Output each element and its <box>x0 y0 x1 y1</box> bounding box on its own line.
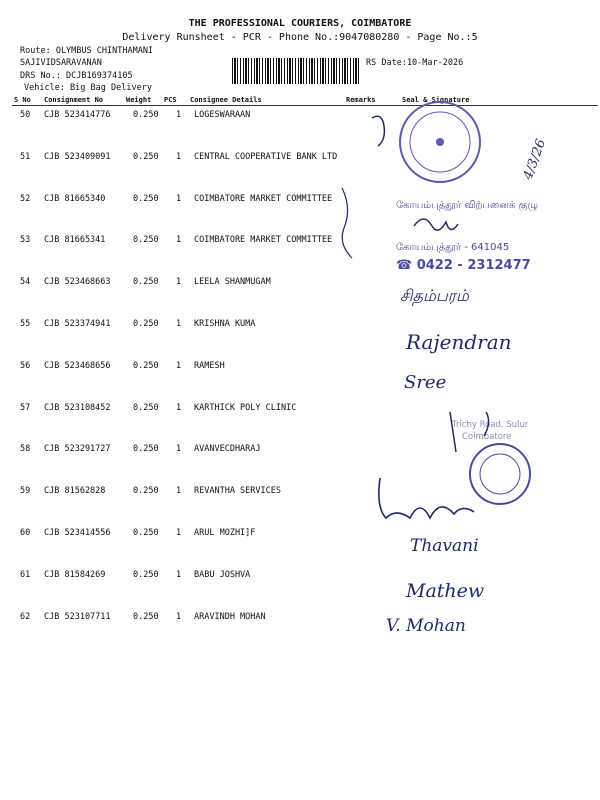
pieces-cell: 1 <box>176 193 182 204</box>
signature-row-56: Sree <box>404 372 447 393</box>
serial-number-cell: 57 <box>20 402 31 413</box>
drs-number: DRS No.: DCJB169374105 <box>20 71 133 81</box>
pieces-cell: 1 <box>176 360 182 371</box>
staff-label: SAJIVIDSARAVANAN <box>20 58 102 68</box>
table-row <box>0 612 600 654</box>
weight-cell: 0.250 <box>133 319 159 329</box>
consignment-number-cell: CJB 523414556 <box>44 528 111 538</box>
weight-cell: 0.250 <box>133 360 159 371</box>
pieces-cell: 1 <box>176 486 182 497</box>
consignee-cell: RAMESH <box>194 360 225 371</box>
pieces-cell: 1 <box>176 402 182 413</box>
consignee-cell: LOGESWARAAN <box>194 110 251 120</box>
weight-cell: 0.250 <box>133 193 159 204</box>
weight-cell: 0.250 <box>133 444 159 455</box>
vehicle-label: Vehicle: Big Bag Delivery <box>24 83 152 93</box>
consignment-number-cell: CJB 523468656 <box>44 360 111 371</box>
market-phone-text: 0422 - 2312477 <box>416 258 531 273</box>
signature-row-62: V. Mohan <box>386 616 466 636</box>
market-stamp-line1: கோயம்புத்தூர் விற்பனைக் குழு <box>396 200 539 211</box>
weight-cell: 0.250 <box>133 569 159 580</box>
consignment-number-cell: CJB 81665340 <box>44 193 106 204</box>
clinic-seal-stamp <box>466 440 536 510</box>
serial-number-cell: 56 <box>20 360 31 371</box>
pieces-cell: 1 <box>176 277 182 288</box>
serial-number-cell: 55 <box>20 319 31 329</box>
serial-number-cell: 58 <box>20 444 31 455</box>
consignee-cell: COIMBATORE MARKET COMMITTEE <box>194 193 333 204</box>
signature-row-61: Mathew <box>406 580 485 602</box>
pieces-cell: 1 <box>176 611 182 622</box>
col-weight: Weight <box>126 96 152 104</box>
serial-number-cell: 51 <box>20 151 31 162</box>
consignee-cell: LEELA SHANMUGAM <box>194 277 271 288</box>
market-stamp-phone <box>396 258 531 273</box>
consignee-cell: COIMBATORE MARKET COMMITTEE <box>194 235 333 246</box>
col-consignment: Consignment No <box>44 96 104 104</box>
consignment-number-cell: CJB 523414776 <box>44 110 111 120</box>
consignment-number-cell: CJB 523107711 <box>44 611 111 622</box>
table-row <box>0 528 600 570</box>
table-row <box>0 152 600 194</box>
pieces-cell: 1 <box>176 235 182 246</box>
weight-cell: 0.250 <box>133 110 159 120</box>
consignee-cell: REVANTHA SERVICES <box>194 486 281 497</box>
col-consignee: Consignee Details <box>190 96 262 104</box>
pieces-cell: 1 <box>176 444 182 455</box>
barcode <box>232 58 360 84</box>
pieces-cell: 1 <box>176 569 182 580</box>
consignee-cell: KARTHICK POLY CLINIC <box>194 402 297 413</box>
table-row <box>0 110 600 152</box>
col-remarks: Remarks <box>346 96 376 104</box>
consignment-number-cell: CJB 523409091 <box>44 151 111 162</box>
consignment-number-cell: CJB 81584269 <box>44 569 106 580</box>
weight-cell: 0.250 <box>133 611 159 622</box>
route-label: Route: OLYMBUS CHINTHAMANI <box>20 46 154 56</box>
pieces-cell: 1 <box>176 528 182 538</box>
phone-icon: ☎ <box>396 258 417 273</box>
consignment-number-cell: CJB 81665341 <box>44 235 106 246</box>
consignee-cell: BABU JOSHVA <box>194 569 251 580</box>
col-pcs: PCS <box>164 96 177 104</box>
serial-number-cell: 53 <box>20 235 31 246</box>
serial-number-cell: 61 <box>20 569 31 580</box>
runsheet-subtitle: Delivery Runsheet - PCR - Phone No.:9047080280 - Page No.:5 <box>122 32 478 43</box>
serial-number-cell: 62 <box>20 611 31 622</box>
table-row <box>0 361 600 403</box>
clinic-stamp-line1: Trichy Road, Sulur <box>452 420 529 430</box>
pieces-cell: 1 <box>176 110 182 120</box>
signature-row-55: Rajendran <box>406 330 512 354</box>
header-divider <box>12 105 598 106</box>
pieces-cell: 1 <box>176 319 182 329</box>
weight-cell: 0.250 <box>133 486 159 497</box>
consignment-number-cell: CJB 523468663 <box>44 277 111 288</box>
weight-cell: 0.250 <box>133 151 159 162</box>
serial-number-cell: 54 <box>20 277 31 288</box>
signature-row-54: சிதம்பரம் <box>400 286 469 305</box>
consignee-cell: ARUL MOZHI]F <box>194 528 256 538</box>
consignee-cell: AVANVECDHARAJ <box>194 444 261 455</box>
courier-seal-stamp <box>392 96 492 196</box>
consignee-cell: CENTRAL COOPERATIVE BANK LTD <box>194 151 338 162</box>
serial-number-cell: 60 <box>20 528 31 538</box>
consignee-cell: ARAVINDH MOHAN <box>194 611 266 622</box>
serial-number-cell: 52 <box>20 193 31 204</box>
serial-number-cell: 50 <box>20 110 31 120</box>
consignee-cell: KRISHNA KUMA <box>194 319 256 329</box>
consignment-number-cell: CJB 523374941 <box>44 319 111 329</box>
consignment-number-cell: CJB 523291727 <box>44 444 111 455</box>
rs-date: RS Date:10-Mar-2026 <box>366 58 464 68</box>
col-sno: S No <box>14 96 31 104</box>
clinic-stamp-line2: Coimbatore <box>462 432 512 442</box>
consignment-number-cell: CJB 523108452 <box>44 402 111 413</box>
market-stamp-line2: கோயம்புத்தூர் - 641045 <box>396 242 510 253</box>
weight-cell: 0.250 <box>133 528 159 538</box>
signature-row-60: Thavani <box>410 536 479 556</box>
pieces-cell: 1 <box>176 151 182 162</box>
consignment-number-cell: CJB 81562828 <box>44 486 106 497</box>
serial-number-cell: 59 <box>20 486 31 497</box>
document-title: THE PROFESSIONAL COURIERS, COIMBATORE <box>188 18 412 29</box>
weight-cell: 0.250 <box>133 402 159 413</box>
col-seal-signature: Seal & Signature <box>402 96 470 104</box>
weight-cell: 0.250 <box>133 277 159 288</box>
signature-row-51: 4/3/26 <box>520 137 550 182</box>
weight-cell: 0.250 <box>133 235 159 246</box>
table-row <box>0 277 600 319</box>
table-row <box>0 570 600 612</box>
